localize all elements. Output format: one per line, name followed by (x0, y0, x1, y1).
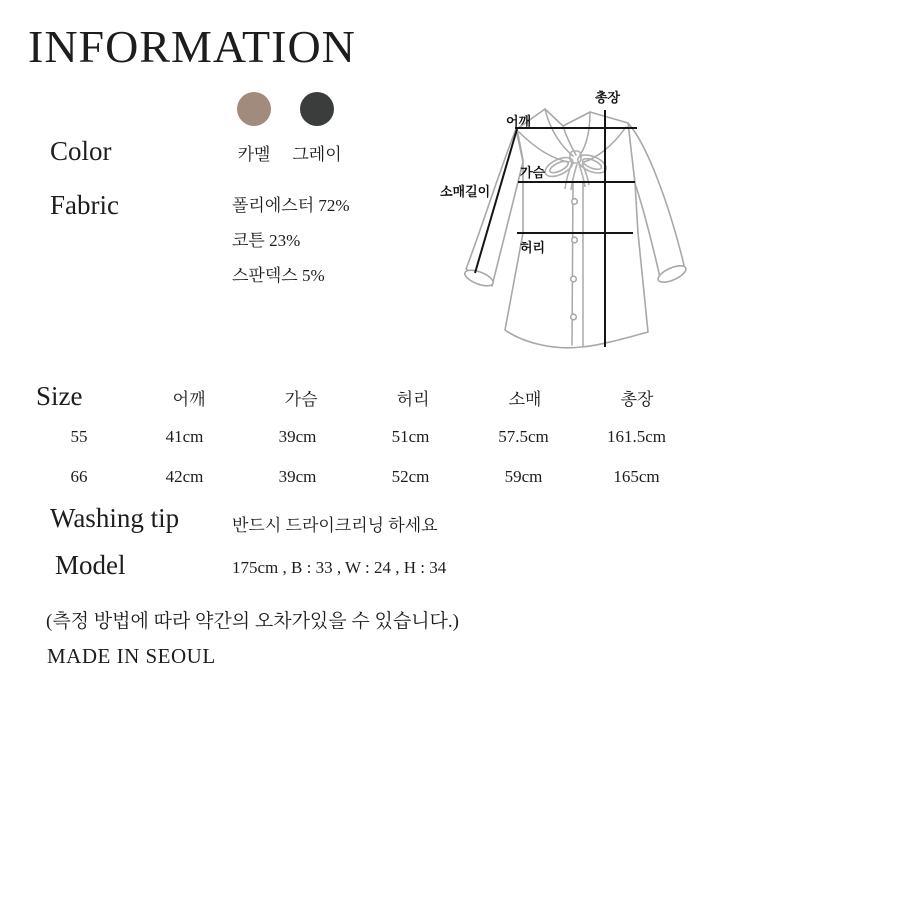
button-dot (571, 314, 577, 320)
gray-swatch-label: 그레이 (292, 145, 342, 164)
made-in-label: MADE IN SEOUL (47, 644, 216, 668)
size-table-header-row (30, 381, 693, 427)
col-header-shoulder: 어깨 (172, 390, 206, 409)
col-header-chest: 가슴 (284, 390, 318, 409)
diagram-label-shoulder: 어깨 (506, 114, 532, 129)
col-header-waist: 허리 (396, 390, 430, 409)
cell-chest: 39cm (278, 427, 317, 446)
garment-diagram (440, 85, 770, 360)
size-section-label: Size (36, 381, 83, 411)
model-value: 175cm , B : 33 , W : 24 , H : 34 (232, 558, 447, 577)
button-dot (572, 237, 578, 243)
size-value: 66 (70, 467, 88, 486)
washing-tip-label: Washing tip (50, 503, 180, 533)
fabric-line: 코튼 23% (232, 231, 301, 250)
col-header-sleeve: 소매 (508, 390, 542, 409)
table-row-size-55 (30, 427, 693, 467)
size-value: 55 (70, 427, 88, 446)
button-dot (572, 199, 578, 205)
cell-shoulder: 42cm (165, 467, 204, 486)
fabric-section-label: Fabric (50, 190, 119, 220)
size-table (30, 381, 693, 507)
table-row-size-66 (30, 467, 693, 507)
cell-shoulder: 41cm (165, 427, 204, 446)
washing-tip-value: 반드시 드라이크리닝 하세요 (232, 516, 438, 535)
button-dot (571, 276, 577, 282)
camel-swatch-label: 카멜 (237, 145, 271, 164)
cell-sleeve: 57.5cm (498, 427, 549, 446)
diagram-label-sleeve-length: 소매길이 (440, 184, 491, 199)
camel-swatch-circle (237, 92, 271, 126)
fabric-line: 스판덱스 5% (232, 266, 325, 285)
fabric-line: 폴리에스터 72% (232, 196, 350, 215)
cell-total-length: 165cm (613, 467, 660, 486)
cell-chest: 39cm (278, 467, 317, 486)
color-swatch-gray (292, 92, 370, 165)
cell-waist: 51cm (391, 427, 430, 446)
color-section-label: Color (50, 136, 112, 166)
page-title: INFORMATION (28, 21, 356, 72)
gray-swatch-circle (300, 92, 334, 126)
model-label: Model (55, 550, 126, 580)
measurement-disclaimer-note: (측정 방법에 따라 약간의 오차가있을 수 있습니다.) (46, 611, 459, 632)
diagram-label-waist: 허리 (520, 240, 546, 255)
fabric-composition (232, 196, 350, 301)
cell-waist: 52cm (391, 467, 430, 486)
garment-body (505, 109, 648, 348)
diagram-label-chest: 가슴 (520, 165, 546, 180)
placket-line (572, 183, 573, 345)
col-header-total-length: 총장 (620, 390, 654, 409)
diagram-label-total-length: 총장 (595, 90, 621, 105)
cell-total-length: 161.5cm (606, 427, 667, 446)
cell-sleeve: 59cm (504, 467, 543, 486)
